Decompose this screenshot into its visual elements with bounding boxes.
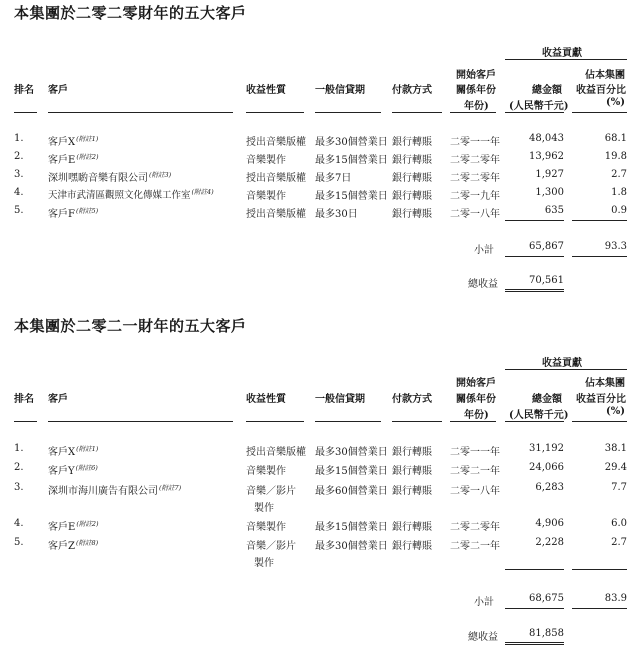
row-rank: 3. <box>14 482 24 493</box>
row-amount: 6,283 <box>535 482 564 493</box>
header-rule <box>315 421 381 422</box>
subtotal-rule <box>505 220 564 221</box>
row-payment: 銀行轉賬 <box>392 466 432 477</box>
header-start-line1: 開始客戶 <box>456 70 496 81</box>
row-customer: 客戶E$^{(附註2)}$ <box>48 152 99 166</box>
header-rule <box>14 421 37 422</box>
row-amount: 1,300 <box>535 187 564 198</box>
subtotal-underline <box>572 608 627 609</box>
row-credit: 最多30日 <box>315 209 358 220</box>
row-rank: 2. <box>14 151 24 162</box>
header-pct-line1: 佔本集團 <box>585 378 625 389</box>
row-customer: 天津市武清區觀照文化傳媒工作室$^{(附註4)}$ <box>48 188 214 202</box>
row-rank: 5. <box>14 205 24 216</box>
row-start-year: 二零二一年 <box>450 541 500 552</box>
total-label: 總收益 <box>468 632 498 643</box>
row-pct: 19.8 <box>604 151 627 162</box>
row-payment: 銀行轉賬 <box>392 191 432 202</box>
header-total-line2: (人民幣千元) <box>509 101 569 112</box>
header-rule <box>505 421 564 422</box>
subtotal-underline <box>505 256 564 257</box>
row-credit: 最多15個營業日 <box>315 466 388 477</box>
header-revenue-nature: 收益性質 <box>246 394 286 405</box>
row-customer: 客戶Z$^{(附註8)}$ <box>48 538 99 552</box>
row-credit: 最多30個營業日 <box>315 447 388 458</box>
header-credit-period: 一般信貸期 <box>315 394 365 405</box>
header-revenue-nature: 收益性質 <box>246 85 286 96</box>
row-nature: 音樂製作 <box>246 466 286 477</box>
header-rule <box>392 112 442 113</box>
row-credit: 最多15個營業日 <box>315 522 388 533</box>
subtotal-amount: 68,675 <box>529 593 564 604</box>
row-amount: 24,066 <box>529 462 564 473</box>
row-amount: 4,906 <box>535 518 564 529</box>
row-payment: 銀行轉賬 <box>392 137 432 148</box>
header-group-underline <box>505 369 627 370</box>
subtotal-pct: 83.9 <box>604 593 627 604</box>
section-title: 本集團於二零二一財年的五大客戶 <box>14 317 247 335</box>
row-pct: 68.1 <box>604 133 627 144</box>
header-credit-period: 一般信貸期 <box>315 85 365 96</box>
header-payment-method: 付款方式 <box>392 85 432 96</box>
row-credit: 最多15個營業日 <box>315 155 388 166</box>
row-nature-line2: 製作 <box>254 558 274 569</box>
row-payment: 銀行轉賬 <box>392 447 432 458</box>
row-payment: 銀行轉賬 <box>392 155 432 166</box>
header-rule <box>450 421 496 422</box>
total-label: 總收益 <box>468 279 498 290</box>
row-nature: 授出音樂版權 <box>246 173 306 184</box>
subtotal-rule <box>572 569 627 570</box>
row-payment: 銀行轉賬 <box>392 173 432 184</box>
header-pct-line3: (%) <box>606 406 625 417</box>
row-rank: 4. <box>14 187 24 198</box>
row-start-year: 二零二零年 <box>450 173 500 184</box>
row-nature: 音樂製作 <box>246 522 286 533</box>
header-rule <box>392 421 442 422</box>
row-pct: 29.4 <box>604 462 627 473</box>
header-rule <box>14 112 37 113</box>
total-amount: 81,858 <box>529 628 564 639</box>
row-amount: 48,043 <box>529 133 564 144</box>
row-pct: 0.9 <box>611 205 627 216</box>
subtotal-rule <box>505 569 564 570</box>
header-start-line3: 年份) <box>464 410 489 421</box>
row-rank: 1. <box>14 133 24 144</box>
row-payment: 銀行轉賬 <box>392 541 432 552</box>
subtotal-label: 小計 <box>474 597 494 608</box>
header-rule <box>48 421 233 422</box>
row-nature: 音樂製作 <box>246 155 286 166</box>
total-amount: 70,561 <box>529 275 564 286</box>
header-start-line1: 開始客戶 <box>456 378 496 389</box>
header-rank: 排名 <box>14 394 34 405</box>
header-start-line2: 關係年份 <box>456 85 496 96</box>
row-amount: 2,228 <box>535 537 564 548</box>
row-start-year: 二零一九年 <box>450 191 500 202</box>
row-credit: 最多60個營業日 <box>315 486 388 497</box>
row-start-year: 二零一八年 <box>450 486 500 497</box>
row-pct: 6.0 <box>611 518 627 529</box>
header-customer: 客戶 <box>48 85 68 96</box>
row-nature: 音樂製作 <box>246 191 286 202</box>
subtotal-pct: 93.3 <box>604 241 627 252</box>
subtotal-label: 小計 <box>474 245 494 256</box>
row-customer: 客戶E$^{(附註2)}$ <box>48 519 99 533</box>
row-customer: 深圳市海川廣告有限公司$^{(附註7)}$ <box>48 483 182 497</box>
header-rule <box>246 112 304 113</box>
row-amount: 31,192 <box>529 443 564 454</box>
row-credit: 最多15個營業日 <box>315 191 388 202</box>
header-start-line3: 年份) <box>464 101 489 112</box>
row-start-year: 二零二一年 <box>450 466 500 477</box>
header-revenue-contribution: 收益貢獻 <box>542 48 582 59</box>
row-customer: 客戶X$^{(附註1)}$ <box>48 444 99 458</box>
row-start-year: 二零一一年 <box>450 137 500 148</box>
row-customer: 客戶F$^{(附註5)}$ <box>48 206 99 220</box>
header-total-line1: 總金額 <box>532 85 562 96</box>
subtotal-rule <box>572 220 627 221</box>
row-start-year: 二零一一年 <box>450 447 500 458</box>
row-start-year: 二零二零年 <box>450 522 500 533</box>
row-payment: 銀行轉賬 <box>392 209 432 220</box>
header-rule <box>315 112 381 113</box>
row-start-year: 二零二零年 <box>450 155 500 166</box>
row-pct: 38.1 <box>604 443 627 454</box>
row-nature: 授出音樂版權 <box>246 137 306 148</box>
header-total-line2: (人民幣千元) <box>509 410 569 421</box>
row-payment: 銀行轉賬 <box>392 522 432 533</box>
row-customer: 深圳嘿喲音樂有限公司$^{(附註3)}$ <box>48 170 172 184</box>
header-pct-line2: 收益百分比 <box>576 394 626 405</box>
row-nature-line1: 音樂／影片 <box>246 486 296 497</box>
header-rule <box>572 421 627 422</box>
header-payment-method: 付款方式 <box>392 394 432 405</box>
row-credit: 最多30個營業日 <box>315 541 388 552</box>
header-total-line1: 總金額 <box>532 394 562 405</box>
row-amount: 13,962 <box>529 151 564 162</box>
subtotal-underline <box>572 256 627 257</box>
row-amount: 1,927 <box>535 169 564 180</box>
row-customer: 客戶Y$^{(附註6)}$ <box>48 463 98 477</box>
row-rank: 3. <box>14 169 24 180</box>
row-nature-line2: 製作 <box>254 503 274 514</box>
total-double-underline <box>505 642 564 645</box>
header-pct-line2: 收益百分比 <box>576 85 626 96</box>
header-revenue-contribution: 收益貢獻 <box>542 358 582 369</box>
subtotal-underline <box>505 608 564 609</box>
header-rule <box>246 421 304 422</box>
header-pct-line3: (%) <box>606 97 625 108</box>
total-double-underline <box>505 289 564 292</box>
row-credit: 最多7日 <box>315 173 352 184</box>
subtotal-amount: 65,867 <box>529 241 564 252</box>
row-pct: 2.7 <box>611 537 627 548</box>
row-pct: 7.7 <box>611 482 627 493</box>
row-customer: 客戶X$^{(附註1)}$ <box>48 134 99 148</box>
header-rank: 排名 <box>14 85 34 96</box>
header-rule <box>450 112 496 113</box>
row-pct: 2.7 <box>611 169 627 180</box>
row-rank: 2. <box>14 462 24 473</box>
row-rank: 4. <box>14 518 24 529</box>
header-start-line2: 關係年份 <box>456 394 496 405</box>
header-rule <box>572 112 627 113</box>
header-rule <box>48 112 233 113</box>
row-nature: 授出音樂版權 <box>246 447 306 458</box>
row-start-year: 二零一八年 <box>450 209 500 220</box>
row-payment: 銀行轉賬 <box>392 486 432 497</box>
row-amount: 635 <box>544 205 564 216</box>
row-pct: 1.8 <box>611 187 627 198</box>
header-customer: 客戶 <box>48 394 68 405</box>
header-pct-line1: 佔本集團 <box>585 70 625 81</box>
header-group-underline <box>505 59 627 60</box>
header-rule <box>505 112 564 113</box>
row-rank: 1. <box>14 443 24 454</box>
row-nature: 授出音樂版權 <box>246 209 306 220</box>
row-nature-line1: 音樂／影片 <box>246 541 296 552</box>
section-title: 本集團於二零二零財年的五大客戶 <box>14 4 247 22</box>
row-rank: 5. <box>14 537 24 548</box>
row-credit: 最多30個營業日 <box>315 137 388 148</box>
